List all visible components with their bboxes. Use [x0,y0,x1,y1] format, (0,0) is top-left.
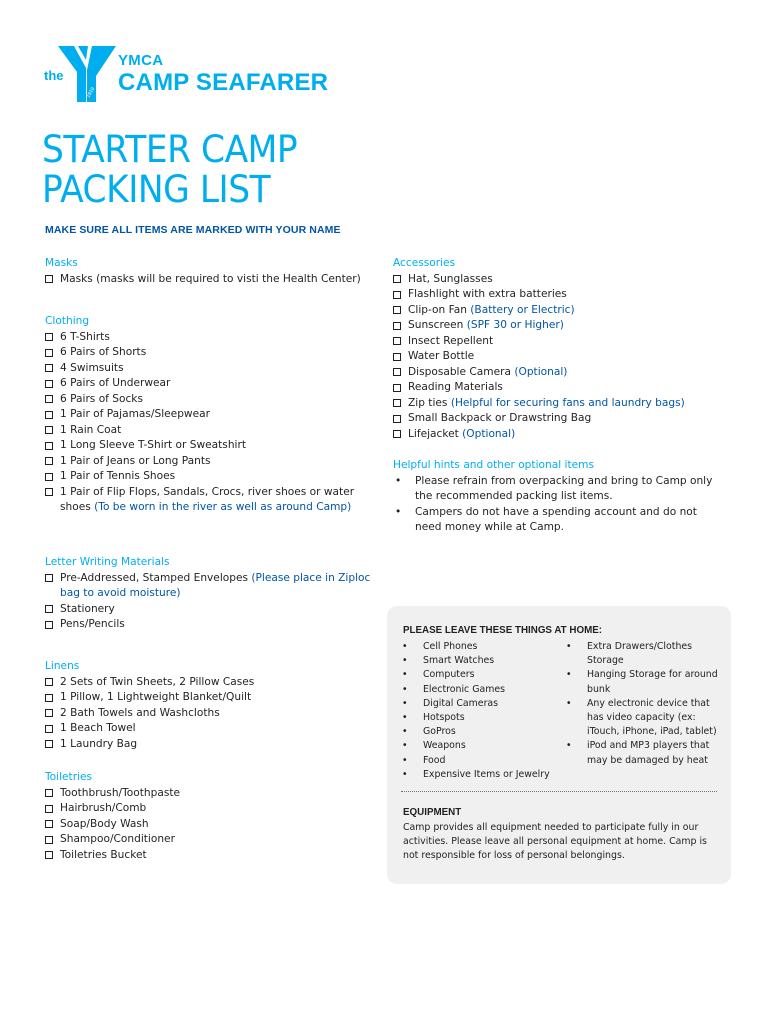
bullet-icon: • [402,768,408,780]
checkbox-icon [393,384,401,392]
list-item: • Hotspots [401,711,566,725]
list-item: • Electronic Games [401,683,566,697]
list-item: 1 Beach Towel [45,721,375,737]
list-item: 1 Laundry Bag [45,737,375,753]
page-title [42,130,297,210]
leave-at-home-list-2 [565,640,725,768]
section-heading: Toiletries [45,771,93,783]
list-item: Stationery [45,602,375,618]
list-item: 4 Swimsuits [45,361,375,377]
section-heading: Helpful hints and other optional items [393,459,594,471]
checkbox-icon [45,442,53,450]
checkbox-icon [393,275,401,283]
list-item: • iPod and MP3 players that may be damaged by heat [566,740,710,766]
list-item: Clip-on Fan (Battery or Electric) [393,303,733,319]
list-item: Small Backpack or Drawstring Bag [393,411,733,427]
checkbox-icon [45,709,53,717]
list-item: • Any electronic device that has video capacity (ex: iTouch, iPhone, iPad, tablet) [566,697,717,738]
list-item: Soap/Body Wash [45,817,375,833]
list-item: Hat, Sunglasses [393,272,733,288]
list-item: Toothbrush/Toothpaste [45,786,375,802]
page-subtitle: MAKE SURE ALL ITEMS ARE MARKED WITH YOUR NAME [45,224,341,236]
list-item: • Campers do not have a spending account and do not need money while at Camp. [395,505,697,533]
panel-heading: PLEASE LEAVE THESE THINGS AT HOME: [403,625,603,636]
bullet-icon: • [402,754,408,766]
logo-ymca-text: YMCA [118,52,164,69]
bullet-icon: • [566,669,572,681]
list-item: • Cell Phones [401,640,566,654]
list-item: Hairbrush/Comb [45,801,375,817]
bullet-icon: • [402,697,408,709]
list-item: 6 Pairs of Shorts [45,345,375,361]
checkbox-icon [45,789,53,797]
checkbox-icon [45,605,53,613]
list-item: 1 Pair of Tennis Shoes [45,469,375,485]
list-item: • Computers [401,668,566,682]
item-note: (SPF 30 or Higher) [466,319,564,331]
checkbox-icon [393,368,401,376]
list-item: Water Bottle [393,349,733,365]
list-item: Pens/Pencils [45,617,375,633]
masks-section [45,256,375,287]
list-item: Sunscreen (SPF 30 or Higher) [393,318,733,334]
camp-logo [44,46,344,102]
checkbox-icon [45,851,53,859]
list-item: Disposable Camera (Optional) [393,365,733,381]
bullet-icon: • [395,474,402,487]
checkbox-icon [45,820,53,828]
checkbox-icon [45,349,53,357]
list-item: Lifejacket (Optional) [393,427,733,443]
clothing-section [45,314,375,516]
list-item: Zip ties (Helpful for securing fans and laundry bags) [393,396,733,412]
list-item: • Expensive Items or Jewelry [401,768,566,782]
checkbox-icon [393,399,401,407]
checkbox-icon [45,574,53,582]
item-note: (Battery or Electric) [470,303,575,316]
checkbox-icon [45,805,53,813]
list-item: Flashlight with extra batteries [393,287,733,303]
section-heading: Letter Writing Materials [45,556,170,568]
item-note: (Helpful for securing fans and laundry bags) [450,396,685,409]
list-item: 6 Pairs of Underwear [45,376,375,392]
checkbox-icon [45,725,53,733]
checkbox-icon [393,430,401,438]
list-item: • Hanging Storage for around bunk [566,669,718,695]
title-line-2: PACKING LIST [42,168,271,211]
list-item: Pre-Addressed, Stamped Envelopes (Please place in Ziploc bag to avoid moisture) [45,571,372,602]
bullet-icon: • [402,712,408,724]
list-item: 6 Pairs of Socks [45,392,375,408]
equipment-heading: EQUIPMENT [403,807,462,818]
checkbox-icon [45,836,53,844]
bullet-icon: • [402,669,408,681]
item-note: (Optional) [462,427,516,440]
linens-section [45,659,375,752]
bullet-icon: • [402,726,408,738]
checkbox-icon [45,740,53,748]
list-item: 1 Pillow, 1 Lightweight Blanket/Quilt [45,690,375,706]
bullet-icon: • [566,641,572,652]
checkbox-icon [45,380,53,388]
item-note: (Please place in Ziploc bag to avoid moisture) [60,571,371,599]
leave-at-home-panel [387,606,731,884]
checkbox-icon [45,678,53,686]
logo-the-text: the [44,68,64,83]
list-item: Insect Repellent [393,334,733,350]
checkbox-icon [45,473,53,481]
list-item: 2 Bath Towels and Washcloths [45,706,375,722]
toiletries-section [45,770,375,863]
bullet-icon: • [402,683,408,695]
section-heading: Linens [45,660,80,672]
bullet-icon: • [402,740,408,752]
list-item: 1 Pair of Flip Flops, Sandals, Crocs, river shoes or water shoes (To be worn in the river as well as around Camp) [45,485,365,516]
section-heading: Masks [45,257,78,269]
bullet-icon: • [566,740,572,752]
list-item: • Weapons [401,739,566,753]
list-item: 2 Sets of Twin Sheets, 2 Pillow Cases [45,675,375,691]
list-item: 6 T-Shirts [45,330,375,346]
helpful-hints-section [393,458,723,536]
list-item: Reading Materials [393,380,733,396]
checkbox-icon [45,488,53,496]
list-item: Shampoo/Conditioner [45,832,375,848]
checkbox-icon [393,415,401,423]
logo-camp-name: CAMP SEAFARER [118,69,329,96]
checkbox-icon [45,694,53,702]
bullet-icon: • [566,697,572,709]
checkbox-icon [45,333,53,341]
list-item: Masks (masks will be required to visti the Health Center) [45,272,375,288]
checkbox-icon [45,275,53,283]
list-item: • Please refrain from overpacking and bring to Camp only the recommended packing list items. [395,474,713,502]
title-line-1: STARTER CAMP [42,128,298,171]
checkbox-icon [393,306,401,314]
item-note: (To be worn in the river as well as around Camp) [94,501,352,513]
list-item: • Extra Drawers/Clothes Storage [566,641,693,667]
checkbox-icon [45,426,53,434]
leave-at-home-list-1 [401,640,566,782]
checkbox-icon [393,291,401,299]
section-heading: Accessories [393,257,456,269]
item-note: (Optional) [514,365,568,378]
list-item: 1 Pair of Jeans or Long Pants [45,454,375,470]
equipment-text: Camp provides all equipment needed to participate fully in our activities. Please leave all personal equipment at home. Camp is not responsible for loss of personal belongings. [403,822,707,862]
list-item: 1 Long Sleeve T-Shirt or Sweatshirt [45,438,375,454]
list-item: 1 Rain Coat [45,423,375,439]
ymca-y-logo-icon [58,46,116,102]
checkbox-icon [393,353,401,361]
letter-writing-section [45,555,375,633]
list-item: • Digital Cameras [401,697,566,711]
checkbox-icon [45,364,53,372]
list-item: Toiletries Bucket [45,848,375,864]
list-item: • Food [401,754,566,768]
bullet-icon: • [402,641,408,652]
checkbox-icon [45,411,53,419]
bullet-icon: • [402,655,408,667]
checkbox-icon [45,395,53,403]
svg-text:1919: 1919 [85,86,97,99]
list-item: • Smart Watches [401,654,566,668]
accessories-section [393,256,733,442]
list-item: 1 Pair of Pajamas/Sleepwear [45,407,375,423]
list-item: • GoPros [401,725,566,739]
checkbox-icon [393,337,401,345]
dotted-divider [401,791,717,792]
bullet-icon: • [395,505,402,518]
checkbox-icon [393,322,401,330]
checkbox-icon [45,457,53,465]
section-heading: Clothing [45,315,90,327]
checkbox-icon [45,621,53,629]
